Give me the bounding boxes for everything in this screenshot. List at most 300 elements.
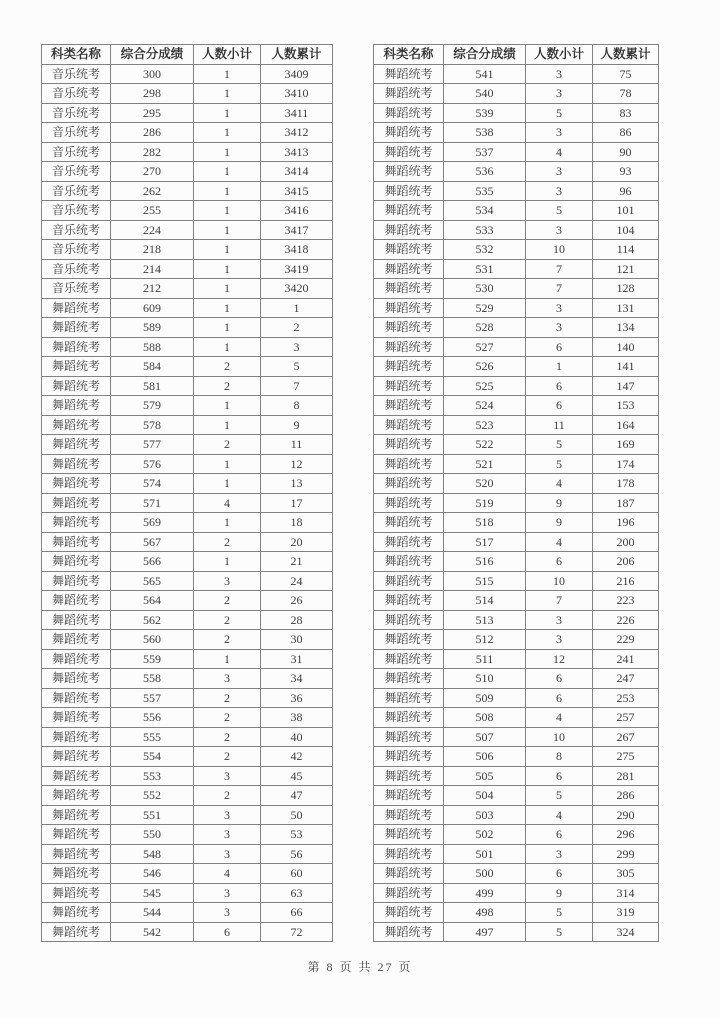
table-cell: 1: [194, 649, 261, 669]
table-cell: 1: [194, 123, 261, 143]
table-row: [42, 513, 333, 533]
table-cell: 300: [111, 64, 194, 84]
table-cell: 6: [526, 766, 593, 786]
table-row: [42, 162, 333, 182]
table-row: [42, 84, 333, 104]
table-cell: 101: [593, 201, 659, 221]
table-row: [42, 64, 333, 84]
table-row: [374, 727, 659, 747]
table-row: [374, 708, 659, 728]
table-cell: 舞蹈统考: [374, 337, 444, 357]
table-cell: 525: [444, 376, 526, 396]
table-cell: 507: [444, 727, 526, 747]
table-row: [374, 376, 659, 396]
table-row: [42, 766, 333, 786]
table-cell: 212: [111, 279, 194, 299]
table-cell: 26: [261, 591, 333, 611]
table-cell: 2: [194, 747, 261, 767]
column-header: 人数小计: [526, 45, 593, 65]
table-cell: 534: [444, 201, 526, 221]
table-cell: 6: [526, 688, 593, 708]
table-row: [374, 825, 659, 845]
table-cell: 6: [526, 396, 593, 416]
table-cell: 1: [194, 220, 261, 240]
table-cell: 504: [444, 786, 526, 806]
table-cell: 4: [194, 864, 261, 884]
table-cell: 1: [194, 454, 261, 474]
table-cell: 3417: [261, 220, 333, 240]
column-header: 科类名称: [374, 45, 444, 65]
table-cell: 275: [593, 747, 659, 767]
table-cell: 舞蹈统考: [374, 630, 444, 650]
table-cell: 3: [194, 903, 261, 923]
table-cell: 舞蹈统考: [374, 688, 444, 708]
table-cell: 2: [194, 610, 261, 630]
table-cell: 舞蹈统考: [42, 552, 111, 572]
table-cell: 500: [444, 864, 526, 884]
table-row: [42, 357, 333, 377]
table-cell: 262: [111, 181, 194, 201]
table-row: [42, 591, 333, 611]
table-cell: 9: [526, 493, 593, 513]
table-row: [42, 454, 333, 474]
table-cell: 音乐统考: [42, 181, 111, 201]
table-cell: 2: [194, 727, 261, 747]
table-cell: 舞蹈统考: [374, 103, 444, 123]
table-cell: 舞蹈统考: [374, 259, 444, 279]
table-cell: 1: [194, 64, 261, 84]
table-cell: 520: [444, 474, 526, 494]
table-cell: 舞蹈统考: [374, 376, 444, 396]
table-row: [374, 123, 659, 143]
table-cell: 5: [526, 786, 593, 806]
table-row: [42, 298, 333, 318]
table-row: [374, 318, 659, 338]
table-cell: 1: [194, 337, 261, 357]
table-cell: 584: [111, 357, 194, 377]
table-cell: 10: [526, 571, 593, 591]
table-cell: 544: [111, 903, 194, 923]
table-cell: 3: [526, 64, 593, 84]
table-cell: 舞蹈统考: [42, 805, 111, 825]
table-row: [42, 825, 333, 845]
table-cell: 6: [526, 552, 593, 572]
table-cell: 295: [111, 103, 194, 123]
table-cell: 音乐统考: [42, 162, 111, 182]
table-cell: 2: [194, 786, 261, 806]
table-cell: 3418: [261, 240, 333, 260]
table-cell: 319: [593, 903, 659, 923]
table-cell: 2: [194, 435, 261, 455]
table-cell: 9: [261, 415, 333, 435]
table-cell: 513: [444, 610, 526, 630]
table-cell: 3: [526, 220, 593, 240]
table-row: [374, 786, 659, 806]
table-cell: 526: [444, 357, 526, 377]
table-row: [42, 805, 333, 825]
table-cell: 565: [111, 571, 194, 591]
table-row: [374, 64, 659, 84]
table-cell: 214: [111, 259, 194, 279]
table-cell: 187: [593, 493, 659, 513]
table-row: [42, 415, 333, 435]
table-cell: 1: [194, 181, 261, 201]
table-cell: 舞蹈统考: [374, 727, 444, 747]
table-cell: 舞蹈统考: [42, 298, 111, 318]
table-cell: 舞蹈统考: [42, 844, 111, 864]
table-cell: 299: [593, 844, 659, 864]
table-cell: 音乐统考: [42, 123, 111, 143]
table-cell: 314: [593, 883, 659, 903]
table-cell: 6: [526, 825, 593, 845]
table-cell: 1: [194, 240, 261, 260]
table-cell: 75: [593, 64, 659, 84]
table-cell: 296: [593, 825, 659, 845]
table-cell: 1: [194, 298, 261, 318]
table-cell: 音乐统考: [42, 103, 111, 123]
table-cell: 140: [593, 337, 659, 357]
table-cell: 6: [526, 376, 593, 396]
table-cell: 1: [194, 552, 261, 572]
table-row: [374, 805, 659, 825]
table-cell: 519: [444, 493, 526, 513]
table-row: [374, 435, 659, 455]
table-cell: 舞蹈统考: [42, 415, 111, 435]
table-row: [374, 84, 659, 104]
table-cell: 270: [111, 162, 194, 182]
table-cell: 229: [593, 630, 659, 650]
table-cell: 564: [111, 591, 194, 611]
table-cell: 4: [526, 805, 593, 825]
table-cell: 舞蹈统考: [42, 376, 111, 396]
table-cell: 576: [111, 454, 194, 474]
table-cell: 舞蹈统考: [374, 474, 444, 494]
table-row: [374, 747, 659, 767]
table-cell: 舞蹈统考: [42, 318, 111, 338]
table-cell: 7: [261, 376, 333, 396]
table-cell: 522: [444, 435, 526, 455]
table-cell: 78: [593, 84, 659, 104]
table-cell: 3: [194, 669, 261, 689]
table-cell: 舞蹈统考: [42, 474, 111, 494]
table-cell: 253: [593, 688, 659, 708]
table-cell: 舞蹈统考: [42, 922, 111, 942]
table-cell: 舞蹈统考: [42, 454, 111, 474]
table-cell: 527: [444, 337, 526, 357]
table-row: [374, 357, 659, 377]
table-cell: 66: [261, 903, 333, 923]
table-row: [374, 922, 659, 942]
table-cell: 舞蹈统考: [374, 825, 444, 845]
table-cell: 20: [261, 532, 333, 552]
table-cell: 1: [194, 162, 261, 182]
table-cell: 3411: [261, 103, 333, 123]
table-cell: 1: [194, 279, 261, 299]
table-cell: 11: [526, 415, 593, 435]
table-cell: 241: [593, 649, 659, 669]
table-cell: 196: [593, 513, 659, 533]
table-cell: 86: [593, 123, 659, 143]
table-cell: 舞蹈统考: [374, 571, 444, 591]
table-cell: 502: [444, 825, 526, 845]
table-cell: 1: [194, 396, 261, 416]
table-cell: 舞蹈统考: [374, 318, 444, 338]
table-cell: 舞蹈统考: [374, 747, 444, 767]
table-cell: 1: [194, 142, 261, 162]
table-cell: 267: [593, 727, 659, 747]
table-row: [42, 474, 333, 494]
table-row: [42, 669, 333, 689]
column-header: 综合分成绩: [111, 45, 194, 65]
table-cell: 3: [526, 298, 593, 318]
table-cell: 5: [526, 922, 593, 942]
table-row: [42, 883, 333, 903]
table-cell: 舞蹈统考: [374, 181, 444, 201]
table-cell: 舞蹈统考: [374, 513, 444, 533]
table-cell: 1: [194, 259, 261, 279]
table-cell: 506: [444, 747, 526, 767]
table-cell: 40: [261, 727, 333, 747]
table-cell: 3: [194, 805, 261, 825]
table-row: [374, 220, 659, 240]
table-cell: 121: [593, 259, 659, 279]
table-cell: 舞蹈统考: [42, 513, 111, 533]
table-cell: 552: [111, 786, 194, 806]
table-cell: 45: [261, 766, 333, 786]
table-cell: 34: [261, 669, 333, 689]
table-cell: 305: [593, 864, 659, 884]
table-row: [374, 142, 659, 162]
table-row: [374, 630, 659, 650]
table-cell: 63: [261, 883, 333, 903]
table-row: [374, 688, 659, 708]
table-cell: 530: [444, 279, 526, 299]
table-cell: 2: [194, 376, 261, 396]
table-cell: 6: [526, 864, 593, 884]
table-cell: 551: [111, 805, 194, 825]
table-cell: 3: [526, 318, 593, 338]
table-cell: 38: [261, 708, 333, 728]
table-cell: 528: [444, 318, 526, 338]
table-cell: 8: [526, 747, 593, 767]
table-cell: 13: [261, 474, 333, 494]
table-cell: 104: [593, 220, 659, 240]
table-cell: 114: [593, 240, 659, 260]
table-cell: 540: [444, 84, 526, 104]
table-row: [374, 259, 659, 279]
table-cell: 511: [444, 649, 526, 669]
table-cell: 舞蹈统考: [374, 454, 444, 474]
table-cell: 141: [593, 357, 659, 377]
table-cell: 226: [593, 610, 659, 630]
table-cell: 499: [444, 883, 526, 903]
table-cell: 9: [526, 883, 593, 903]
table-row: [42, 220, 333, 240]
table-cell: 56: [261, 844, 333, 864]
table-cell: 5: [526, 435, 593, 455]
table-cell: 545: [111, 883, 194, 903]
table-cell: 28: [261, 610, 333, 630]
table-cell: 舞蹈统考: [374, 279, 444, 299]
table-cell: 2: [194, 688, 261, 708]
table-cell: 舞蹈统考: [374, 844, 444, 864]
table-cell: 2: [194, 591, 261, 611]
table-row: [42, 123, 333, 143]
table-cell: 3: [526, 123, 593, 143]
table-cell: 554: [111, 747, 194, 767]
table-row: [374, 201, 659, 221]
score-table-left-wrap: [41, 44, 332, 942]
table-cell: 7: [526, 259, 593, 279]
table-cell: 529: [444, 298, 526, 318]
table-cell: 舞蹈统考: [374, 298, 444, 318]
table-cell: 音乐统考: [42, 279, 111, 299]
table-row: [374, 396, 659, 416]
table-cell: 147: [593, 376, 659, 396]
table-cell: 516: [444, 552, 526, 572]
table-cell: 562: [111, 610, 194, 630]
table-cell: 24: [261, 571, 333, 591]
table-row: [42, 727, 333, 747]
table-cell: 1: [194, 513, 261, 533]
table-cell: 5: [526, 201, 593, 221]
table-cell: 1: [261, 298, 333, 318]
table-row: [374, 513, 659, 533]
table-row: [374, 903, 659, 923]
table-cell: 581: [111, 376, 194, 396]
table-cell: 1: [194, 201, 261, 221]
table-row: [374, 474, 659, 494]
table-cell: 10: [526, 727, 593, 747]
table-cell: 舞蹈统考: [42, 903, 111, 923]
table-cell: 174: [593, 454, 659, 474]
table-row: [374, 103, 659, 123]
table-cell: 舞蹈统考: [42, 493, 111, 513]
table-row: [42, 786, 333, 806]
table-row: [374, 162, 659, 182]
table-cell: 舞蹈统考: [374, 903, 444, 923]
table-cell: 舞蹈统考: [374, 552, 444, 572]
table-cell: 560: [111, 630, 194, 650]
table-cell: 舞蹈统考: [374, 669, 444, 689]
table-cell: 舞蹈统考: [374, 922, 444, 942]
table-cell: 96: [593, 181, 659, 201]
table-cell: 舞蹈统考: [42, 786, 111, 806]
table-cell: 1: [526, 357, 593, 377]
table-cell: 5: [526, 103, 593, 123]
table-cell: 541: [444, 64, 526, 84]
table-cell: 1: [194, 103, 261, 123]
table-cell: 42: [261, 747, 333, 767]
table-cell: 286: [593, 786, 659, 806]
table-cell: 舞蹈统考: [374, 532, 444, 552]
table-cell: 93: [593, 162, 659, 182]
table-cell: 523: [444, 415, 526, 435]
table-cell: 1: [194, 84, 261, 104]
table-cell: 6: [526, 669, 593, 689]
table-cell: 206: [593, 552, 659, 572]
table-cell: 223: [593, 591, 659, 611]
table-cell: 4: [526, 474, 593, 494]
table-cell: 3: [526, 84, 593, 104]
table-cell: 舞蹈统考: [374, 357, 444, 377]
table-cell: 134: [593, 318, 659, 338]
table-row: [42, 201, 333, 221]
table-cell: 舞蹈统考: [42, 610, 111, 630]
table-cell: 539: [444, 103, 526, 123]
table-cell: 5: [526, 454, 593, 474]
score-distribution-table-right: [373, 44, 659, 942]
table-row: [374, 415, 659, 435]
table-cell: 舞蹈统考: [42, 435, 111, 455]
table-cell: 2: [194, 708, 261, 728]
table-cell: 舞蹈统考: [42, 396, 111, 416]
table-cell: 224: [111, 220, 194, 240]
table-row: [42, 142, 333, 162]
table-cell: 3: [194, 844, 261, 864]
table-cell: 532: [444, 240, 526, 260]
table-cell: 589: [111, 318, 194, 338]
table-row: [42, 318, 333, 338]
table-cell: 8: [261, 396, 333, 416]
table-row: [374, 766, 659, 786]
table-cell: 1: [194, 474, 261, 494]
table-cell: 3410: [261, 84, 333, 104]
table-cell: 521: [444, 454, 526, 474]
table-cell: 舞蹈统考: [42, 688, 111, 708]
table-cell: 音乐统考: [42, 142, 111, 162]
table-cell: 218: [111, 240, 194, 260]
table-cell: 舞蹈统考: [374, 610, 444, 630]
table-row: [374, 669, 659, 689]
table-cell: 3415: [261, 181, 333, 201]
table-row: [42, 435, 333, 455]
table-cell: 舞蹈统考: [42, 649, 111, 669]
page-number: 第 8 页 共 27 页: [307, 960, 413, 974]
table-cell: 512: [444, 630, 526, 650]
table-cell: 舞蹈统考: [374, 883, 444, 903]
table-cell: 12: [526, 649, 593, 669]
table-cell: 3412: [261, 123, 333, 143]
table-row: [42, 571, 333, 591]
table-cell: 21: [261, 552, 333, 572]
table-row: [42, 240, 333, 260]
header-row: [374, 45, 659, 65]
table-row: [42, 610, 333, 630]
table-cell: 2: [194, 357, 261, 377]
table-cell: 9: [526, 513, 593, 533]
table-cell: 舞蹈统考: [374, 435, 444, 455]
table-cell: 5: [261, 357, 333, 377]
table-cell: 571: [111, 493, 194, 513]
table-cell: 舞蹈统考: [374, 649, 444, 669]
table-cell: 12: [261, 454, 333, 474]
table-row: [42, 337, 333, 357]
table-cell: 548: [111, 844, 194, 864]
table-cell: 舞蹈统考: [374, 240, 444, 260]
table-cell: 578: [111, 415, 194, 435]
table-cell: 2: [194, 532, 261, 552]
table-cell: 535: [444, 181, 526, 201]
table-cell: 514: [444, 591, 526, 611]
table-row: [42, 396, 333, 416]
table-cell: 508: [444, 708, 526, 728]
table-row: [42, 844, 333, 864]
table-cell: 3414: [261, 162, 333, 182]
table-cell: 3: [526, 181, 593, 201]
table-cell: 舞蹈统考: [374, 201, 444, 221]
table-cell: 3416: [261, 201, 333, 221]
